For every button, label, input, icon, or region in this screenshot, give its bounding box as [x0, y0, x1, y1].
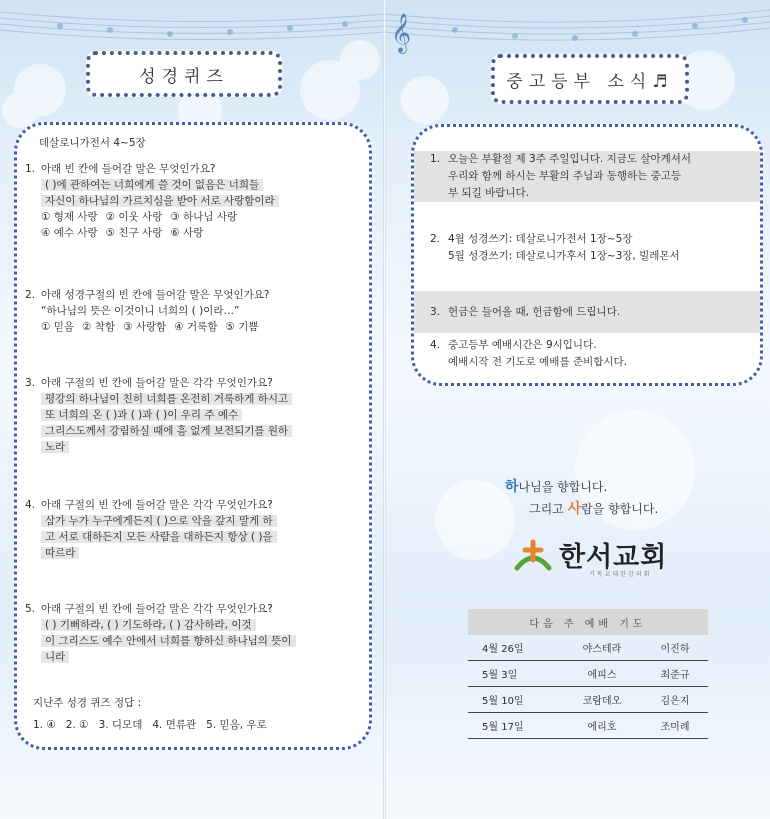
passage-line: 그리스도께서 강림하실 때에 흠 없게 보전되기를 원하 — [41, 425, 292, 437]
news-panel — [411, 124, 763, 386]
passage-line: 고 서로 대하든지 모든 사람을 대하든지 항상 ( )을 — [41, 531, 277, 543]
table-row: 5월 17일 에리호 조미례 — [468, 713, 708, 739]
choice: ① 믿음 — [41, 321, 75, 333]
news-line: 중고등부 예배시간은 9시입니다. — [448, 339, 597, 351]
news-number: 4. — [429, 339, 440, 351]
choice: ④ 예수 사랑 — [41, 227, 98, 239]
news-title-box — [491, 54, 689, 104]
answers-label: 지난주 성경 퀴즈 정답 : — [33, 697, 142, 709]
choice: ④ 거룩함 — [174, 321, 218, 333]
passage-line: 평강의 하나님이 친히 너희를 온전히 거룩하게 하시고 — [41, 393, 292, 405]
motto-line-2: 그리고 사람을 향합니다. — [529, 501, 659, 517]
question-number: 2. — [25, 289, 36, 301]
passage-line: 따르라 — [41, 547, 79, 559]
passage-line: 자신이 하나님의 가르치심을 받아 서로 사랑함이라 — [41, 195, 279, 207]
table-row: 5월 3일 에피스 최준규 — [468, 661, 708, 687]
question-prompt: 아래 구절의 빈 칸에 들어갈 말은 각각 무엇인가요? — [41, 377, 273, 389]
news-item-3 — [414, 291, 760, 333]
question-number: 3. — [25, 377, 36, 389]
quiz-question-1 — [25, 161, 361, 241]
question-prompt: 아래 구절의 빈 칸에 들어갈 말은 각각 무엇인가요? — [41, 603, 273, 615]
church-name: 한서교회 — [559, 542, 668, 573]
question-prompt: 아래 빈 칸에 들어갈 말은 무엇인가요? — [41, 163, 216, 175]
passage-line: ( )에 관하여는 너희에게 쓸 것이 없음은 너희들 — [41, 179, 263, 191]
passage-line: 니라 — [41, 651, 69, 663]
choice: ⑤ 기쁨 — [225, 321, 259, 333]
news-line: 부 되길 바랍니다. — [448, 187, 530, 199]
question-prompt: 아래 구절의 빈 칸에 들어갈 말은 각각 무엇인가요? — [41, 499, 273, 511]
news-number: 2. — [429, 233, 440, 245]
quiz-title-box — [86, 51, 282, 97]
quiz-question-4 — [25, 497, 361, 561]
news-number: 1. — [429, 153, 440, 165]
news-number: 3. — [429, 305, 440, 318]
church-denomination: 기독교대한감리회 — [589, 571, 652, 578]
question-number: 1. — [25, 163, 36, 175]
news-item-4 — [414, 337, 760, 371]
question-prompt: 아래 성경구절의 빈 칸에 들어갈 말은 무엇인가요? — [41, 289, 270, 301]
choice: ⑤ 친구 사랑 — [105, 227, 163, 239]
news-line: 5월 성경쓰기: 데살로니가후서 1장~3장, 빌레몬서 — [448, 250, 680, 262]
svg-text:𝄞: 𝄞 — [391, 13, 412, 53]
passage-line: 또 너희의 온 ( )과 ( )과 ( )이 우리 주 예수 — [41, 409, 242, 421]
news-item-2 — [414, 231, 760, 265]
news-line: 4월 성경쓰기: 데살로니가전서 1장~5장 — [448, 233, 633, 245]
news-item-1 — [414, 151, 760, 202]
question-number: 5. — [25, 603, 36, 615]
question-number: 4. — [25, 499, 36, 511]
answer: 3. 디모데 — [98, 719, 143, 731]
answer: 4. 면류관 — [152, 719, 197, 731]
right-page — [385, 0, 770, 819]
passage-line: 노라 — [41, 441, 69, 453]
table-row: 5월 10일 코람데오 김은지 — [468, 687, 708, 713]
church-emblem-icon — [513, 538, 553, 572]
news-line: 헌금은 들어올 때, 헌금함에 드립니다. — [448, 305, 621, 318]
news-line: 예배시작 전 기도로 예배를 준비합시다. — [448, 356, 627, 368]
answer: 1. ④ — [33, 719, 56, 731]
table-row: 4월 26일 야스테라 이진하 — [468, 635, 708, 661]
passage-line: “하나님의 뜻은 이것이니 너희의 ( )이라…” — [41, 305, 240, 317]
quiz-panel — [14, 122, 372, 750]
quiz-question-2 — [25, 287, 361, 335]
prayer-schedule — [468, 609, 708, 739]
passage-line: 삼가 누가 누구에게든지 ( )으로 악을 갚지 말게 하 — [41, 515, 277, 527]
quiz-title: 성경퀴즈 — [139, 66, 229, 87]
quiz-question-3 — [25, 375, 361, 455]
news-line: 우리와 함께 하시는 부활의 주님과 동행하는 중고등 — [448, 170, 682, 182]
quiz-question-5 — [25, 601, 361, 665]
news-title: 중고등부 소식♬ — [506, 71, 674, 92]
church-logo — [513, 535, 668, 578]
quiz-heading: 데살로니가전서 4~5장 — [39, 137, 146, 149]
motto-line-1: 하나님을 향합니다. — [505, 479, 608, 495]
choice: ② 이웃 사랑 — [105, 211, 163, 223]
news-line: 오늘은 부활절 제 3주 주일입니다. 지금도 살아계셔서 — [448, 153, 692, 165]
passage-line: ( ) 기뻐하라, ( ) 기도하라, ( ) 감사하라, 이것 — [41, 619, 256, 631]
choice: ② 착함 — [82, 321, 116, 333]
choice: ① 형제 사랑 — [41, 211, 98, 223]
prayer-title: 다음 주 예배 기도 — [468, 609, 708, 635]
choice: ③ 사랑함 — [123, 321, 167, 333]
choice: ③ 하나님 사랑 — [170, 211, 238, 223]
answer: 5. 믿음, 우로 — [206, 719, 267, 731]
passage-line: 이 그리스도 예수 안에서 너희를 향하신 하나님의 뜻이 — [41, 635, 296, 647]
last-week-answers — [33, 695, 363, 733]
answer: 2. ① — [65, 719, 89, 731]
choice: ⑥ 사랑 — [170, 227, 204, 239]
